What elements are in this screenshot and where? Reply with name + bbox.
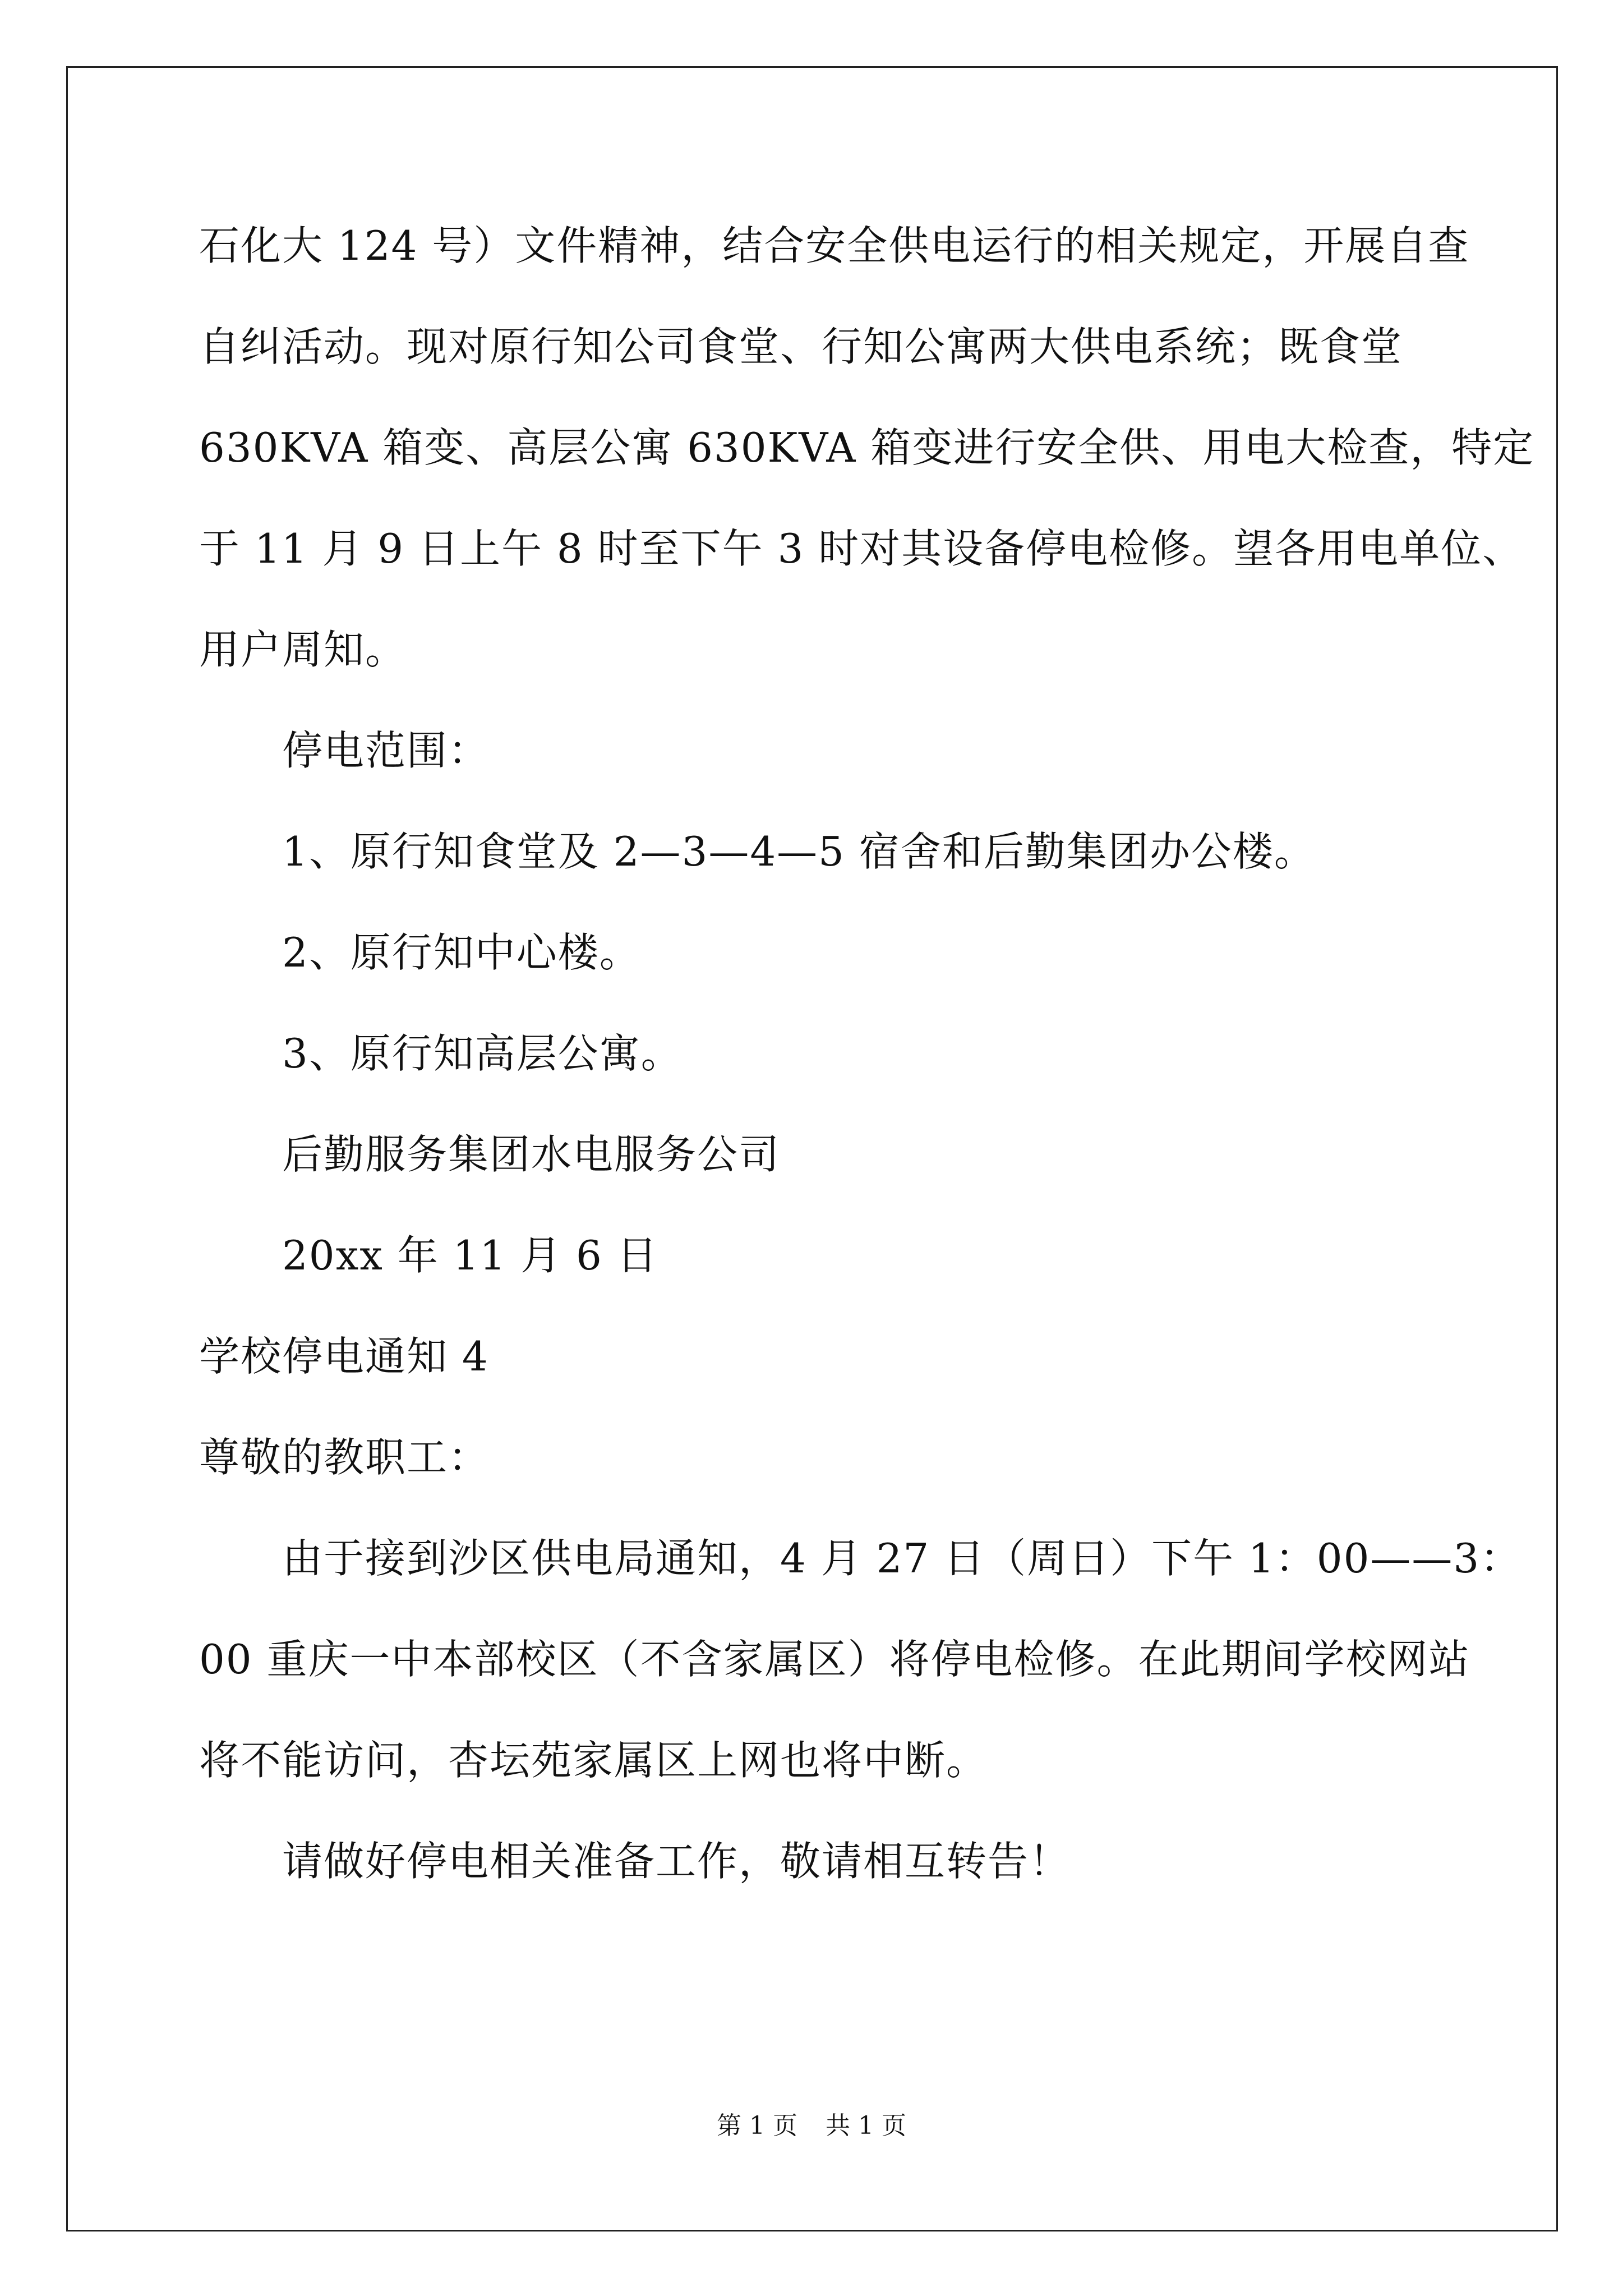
- list-item: 2、原行知中心楼。: [282, 929, 641, 976]
- notice-title: 学校停电通知 4: [199, 1333, 489, 1380]
- signature-date: 20xx 年 11 月 6 日: [282, 1232, 658, 1279]
- signature-organization: 后勤服务集团水电服务公司: [282, 1131, 781, 1178]
- body-line: 请做好停电相关准备工作，敬请相互转告！: [282, 1838, 1071, 1885]
- page-footer: [0, 2109, 1623, 2143]
- body-line: 00 重庆一中本部校区（不含家属区）将停电检修。在此期间学校网站: [199, 1636, 1470, 1683]
- body-line: 由于接到沙区供电局通知，4 月 27 日（周日）下午 1：00——3：: [282, 1535, 1522, 1582]
- list-item: 1、原行知食堂及 2—3—4—5 宿舍和后勤集团办公楼。: [282, 828, 1316, 875]
- body-line: 用户周知。: [199, 626, 407, 673]
- page-number-current: 第 1 页: [717, 2111, 797, 2140]
- section-heading: 停电范围：: [282, 727, 490, 774]
- salutation: 尊敬的教职工：: [199, 1434, 490, 1481]
- list-item: 3、原行知高层公寓。: [282, 1030, 683, 1077]
- body-line: 将不能访问，杏坛苑家属区上网也将中断。: [199, 1737, 988, 1784]
- body-line: 于 11 月 9 日上午 8 时至下午 3 时对其设备停电检修。望各用电单位、: [199, 525, 1524, 572]
- page-number-total: 共 1 页: [826, 2111, 906, 2140]
- body-line: 石化大 124 号）文件精神，结合安全供电运行的相关规定，开展自查: [199, 222, 1470, 269]
- body-line: 630KVA 箱变、高层公寓 630KVA 箱变进行安全供、用电大检查，特定: [199, 424, 1535, 471]
- body-line: 自纠活动。现对原行知公司食堂、行知公寓两大供电系统；既食堂: [199, 323, 1403, 370]
